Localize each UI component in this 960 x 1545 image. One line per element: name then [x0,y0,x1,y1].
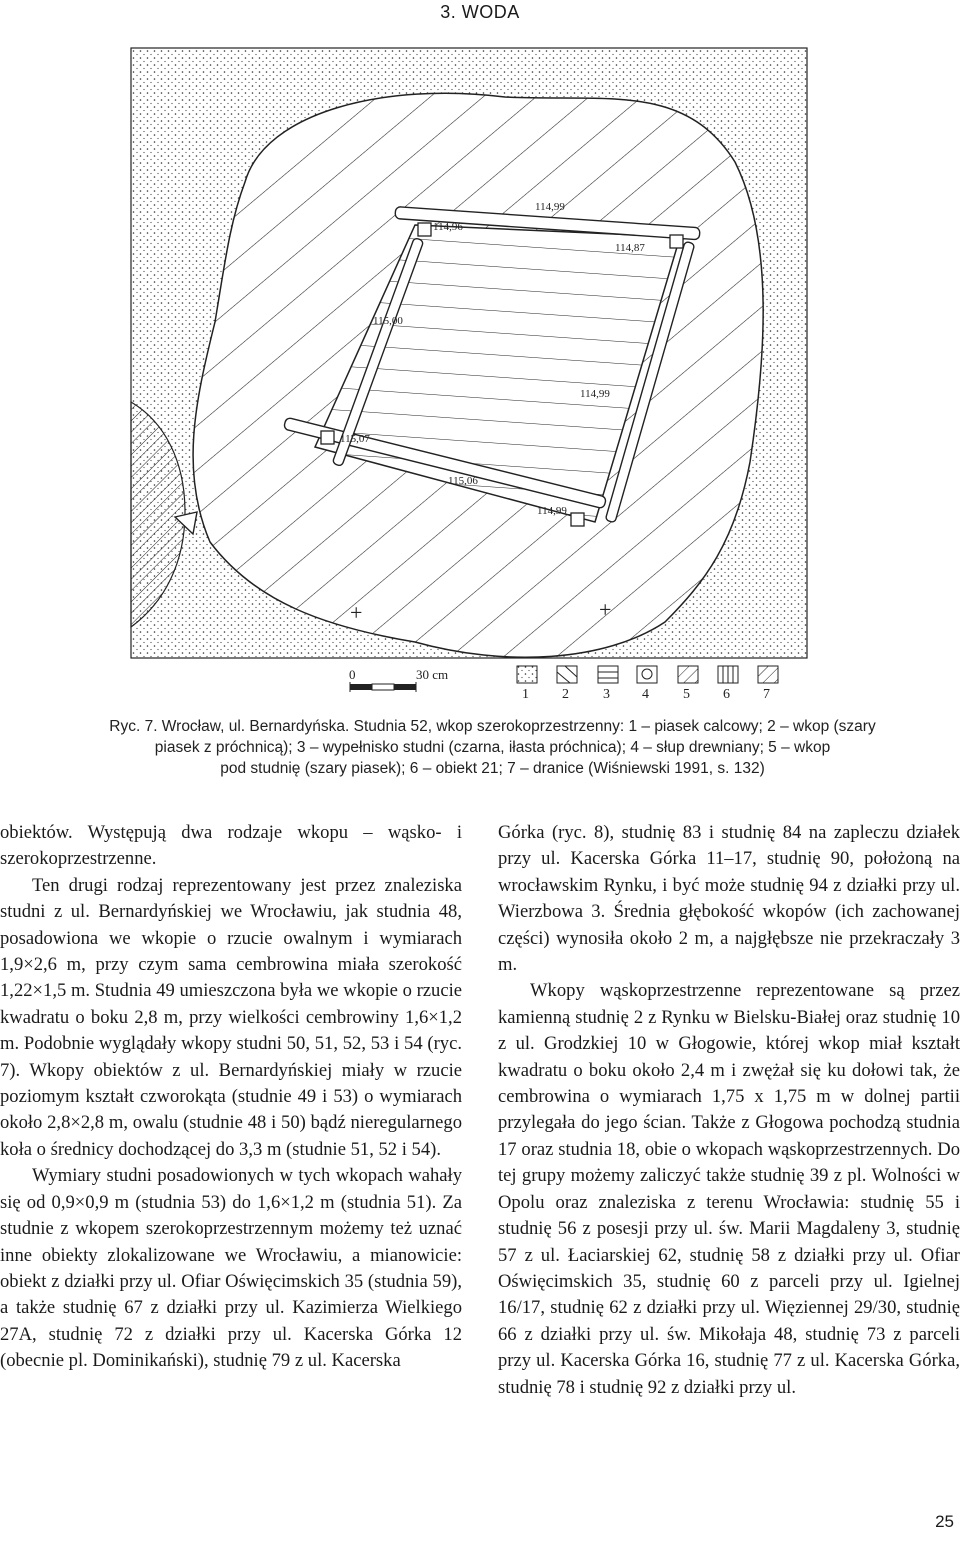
paragraph: Wkopy wąskoprzestrzenne reprezentowane są przez kamienną studnię 2 z Rynku w Bielsku-Białej oraz studnię 10 z ul. Grodzkiej 10 w Głogowie, której wkop miał kształt kwadratu o boku około 2,4 m i zwężał się ku dołowi tak, że cembrowina o wymiarach 1,75 x 1,75 m w dolnej partii przylegała do jego ścian. Także z Głogowa pochodzą studnia 17 oraz studnia 18, obie o wkopach wąskoprzestrzennych. Do tej grupy możemy zaliczyć także studnię 39 z pl. Wolności w Opolu oraz znaleziska z terenu Wrocławia: studnię 55 i studnię 56 z posesji przy ul. św. Marii Magdaleny 3, studnię 57 z ul. Łaciarskiej 62, studnię 58 z działki przy ul. Ofiar Oświęcimskich 35, studnię 60 z parceli przy ul. Igielnej 16/17, studnię 62 z działki przy ul. Więziennej 29/30, studnię 66 z działki przy ul. św. Mikołaja 48, studnię 73 z parceli przy ul. Kacerska Górka 16, studnię 77 z ul. Kacerska Górka, studnię 78 i studnię 92 z działki przy ul. [498,980,960,1398]
scale-bar [349,667,448,692]
elevation-label: 115,06 [448,475,478,487]
elevation-label: 114,87 [615,242,645,254]
svg-text:30 cm: 30 cm [416,667,449,682]
paragraph: obiektów. Występują dwa rodzaje wkopu – wąsko- i szerokoprzestrzenne. [0,822,462,870]
grid-cross: + [350,600,363,625]
text-column-left [0,820,462,1375]
grid-cross: + [599,597,612,622]
legend-item-5 [678,666,698,702]
legend-item-3 [598,666,618,702]
svg-text:6: 6 [723,687,730,702]
legend [517,666,778,702]
text-column-right [498,820,960,1401]
caption-line: pod studnię (szary piasek); 6 – obiekt 21; 7 – dranice (Wiśniewski 1991, s. 132) [220,760,765,777]
svg-text:5: 5 [683,687,690,702]
svg-text:0: 0 [349,667,356,682]
svg-text:1: 1 [522,687,529,702]
elevation-label: 114,99 [537,505,567,517]
svg-text:4: 4 [642,687,649,702]
legend-item-2 [557,666,577,702]
paragraph: Górka (ryc. 8), studnię 83 i studnię 84 na zapleczu działek przy ul. Kacerska Górka 11–17, studnię 90, położoną na wrocławskim Rynku, i być może studnię 94 z działki przy ul. Wierzbowa 3. Średnia głębokość wkopów (ich zachowanej części) wynosiła około 2 m, a najgłębsze nie przekraczały 3 m. [498,822,960,976]
elevation-label: 114,99 [580,388,610,400]
svg-text:3: 3 [603,687,610,702]
elevation-label: 114,96 [433,221,463,233]
svg-text:7: 7 [763,687,770,702]
page-number: 25 [935,1512,954,1531]
running-header: 3. WODA [440,2,520,22]
caption-line: piasek z próchnicą); 3 – wypełnisko studni (czarna, iłasta próchnica); 4 – słup drewniany; 5 – wkop [154,739,831,756]
legend-item-1 [517,666,537,702]
legend-item-7 [758,666,778,702]
paragraph: Ten drugi rodzaj reprezentowany jest przez znaleziska studni z ul. Bernardyńskiej we Wrocławiu, jak studnia 48, posadowiona we wkopie o rzucie owalnym i wymiarach 1,9×2,6 m, przy czym sama cembrowina miała szerokość 1,22×1,5 m. Studnia 49 umieszczona była we wkopie o rzucie kwadratu o boku 2,8 m, przy wielkości cembrowiny 1,6×1,2 m. Podobnie wyglądały wkopy studni 50, 51, 52, 53 i 54 (ryc. 7). Wkopy obiektów z ul. Bernardyńskiej miały w rzucie poziomym kształt czworokąta (studnie 49 i 53) o wymiarach około 2,8×2,8 m, owalu (studnie 48 i 50) bądź nieregularnego koła o średnicy dochodzącej do 3,3 m (studnie 51, 52 i 54). [0,874,462,1160]
caption-line: Ryc. 7. Wrocław, ul. Bernardyńska. Studnia 52, wkop szerokoprzestrzenny: 1 – piasek calcowy; 2 – wkop (szary [109,718,876,735]
legend-item-6 [718,666,738,702]
elevation-label: 114,99 [535,201,565,213]
svg-text:2: 2 [562,687,569,702]
figure-caption [100,716,885,779]
elevation-label: 115,07 [340,433,370,445]
paragraph: Wymiary studni posadowionych w tych wkopach wahały się od 0,9×0,9 m (studnia 53) do 1,6×1,2 m (studnia 51). Za studnie z wkopem szerokoprzestrzennym możemy też uznać inne obiekty zlokalizowane we Wrocławiu, a mianowicie: obiekt z działki przy ul. Ofiar Oświęcimskich 35 (studnia 59), a także studnię 67 z działki przy ul. Kazimierza Wielkiego 27A, studnię 72 z działki przy ul. Kacerska Górka 12 (obecnie pl. Dominikański), studnię 79 z ul. Kacerska [0,1165,462,1372]
well-plan-figure [125,42,813,710]
legend-item-4 [637,666,657,702]
elevation-label: 115,00 [373,315,403,327]
